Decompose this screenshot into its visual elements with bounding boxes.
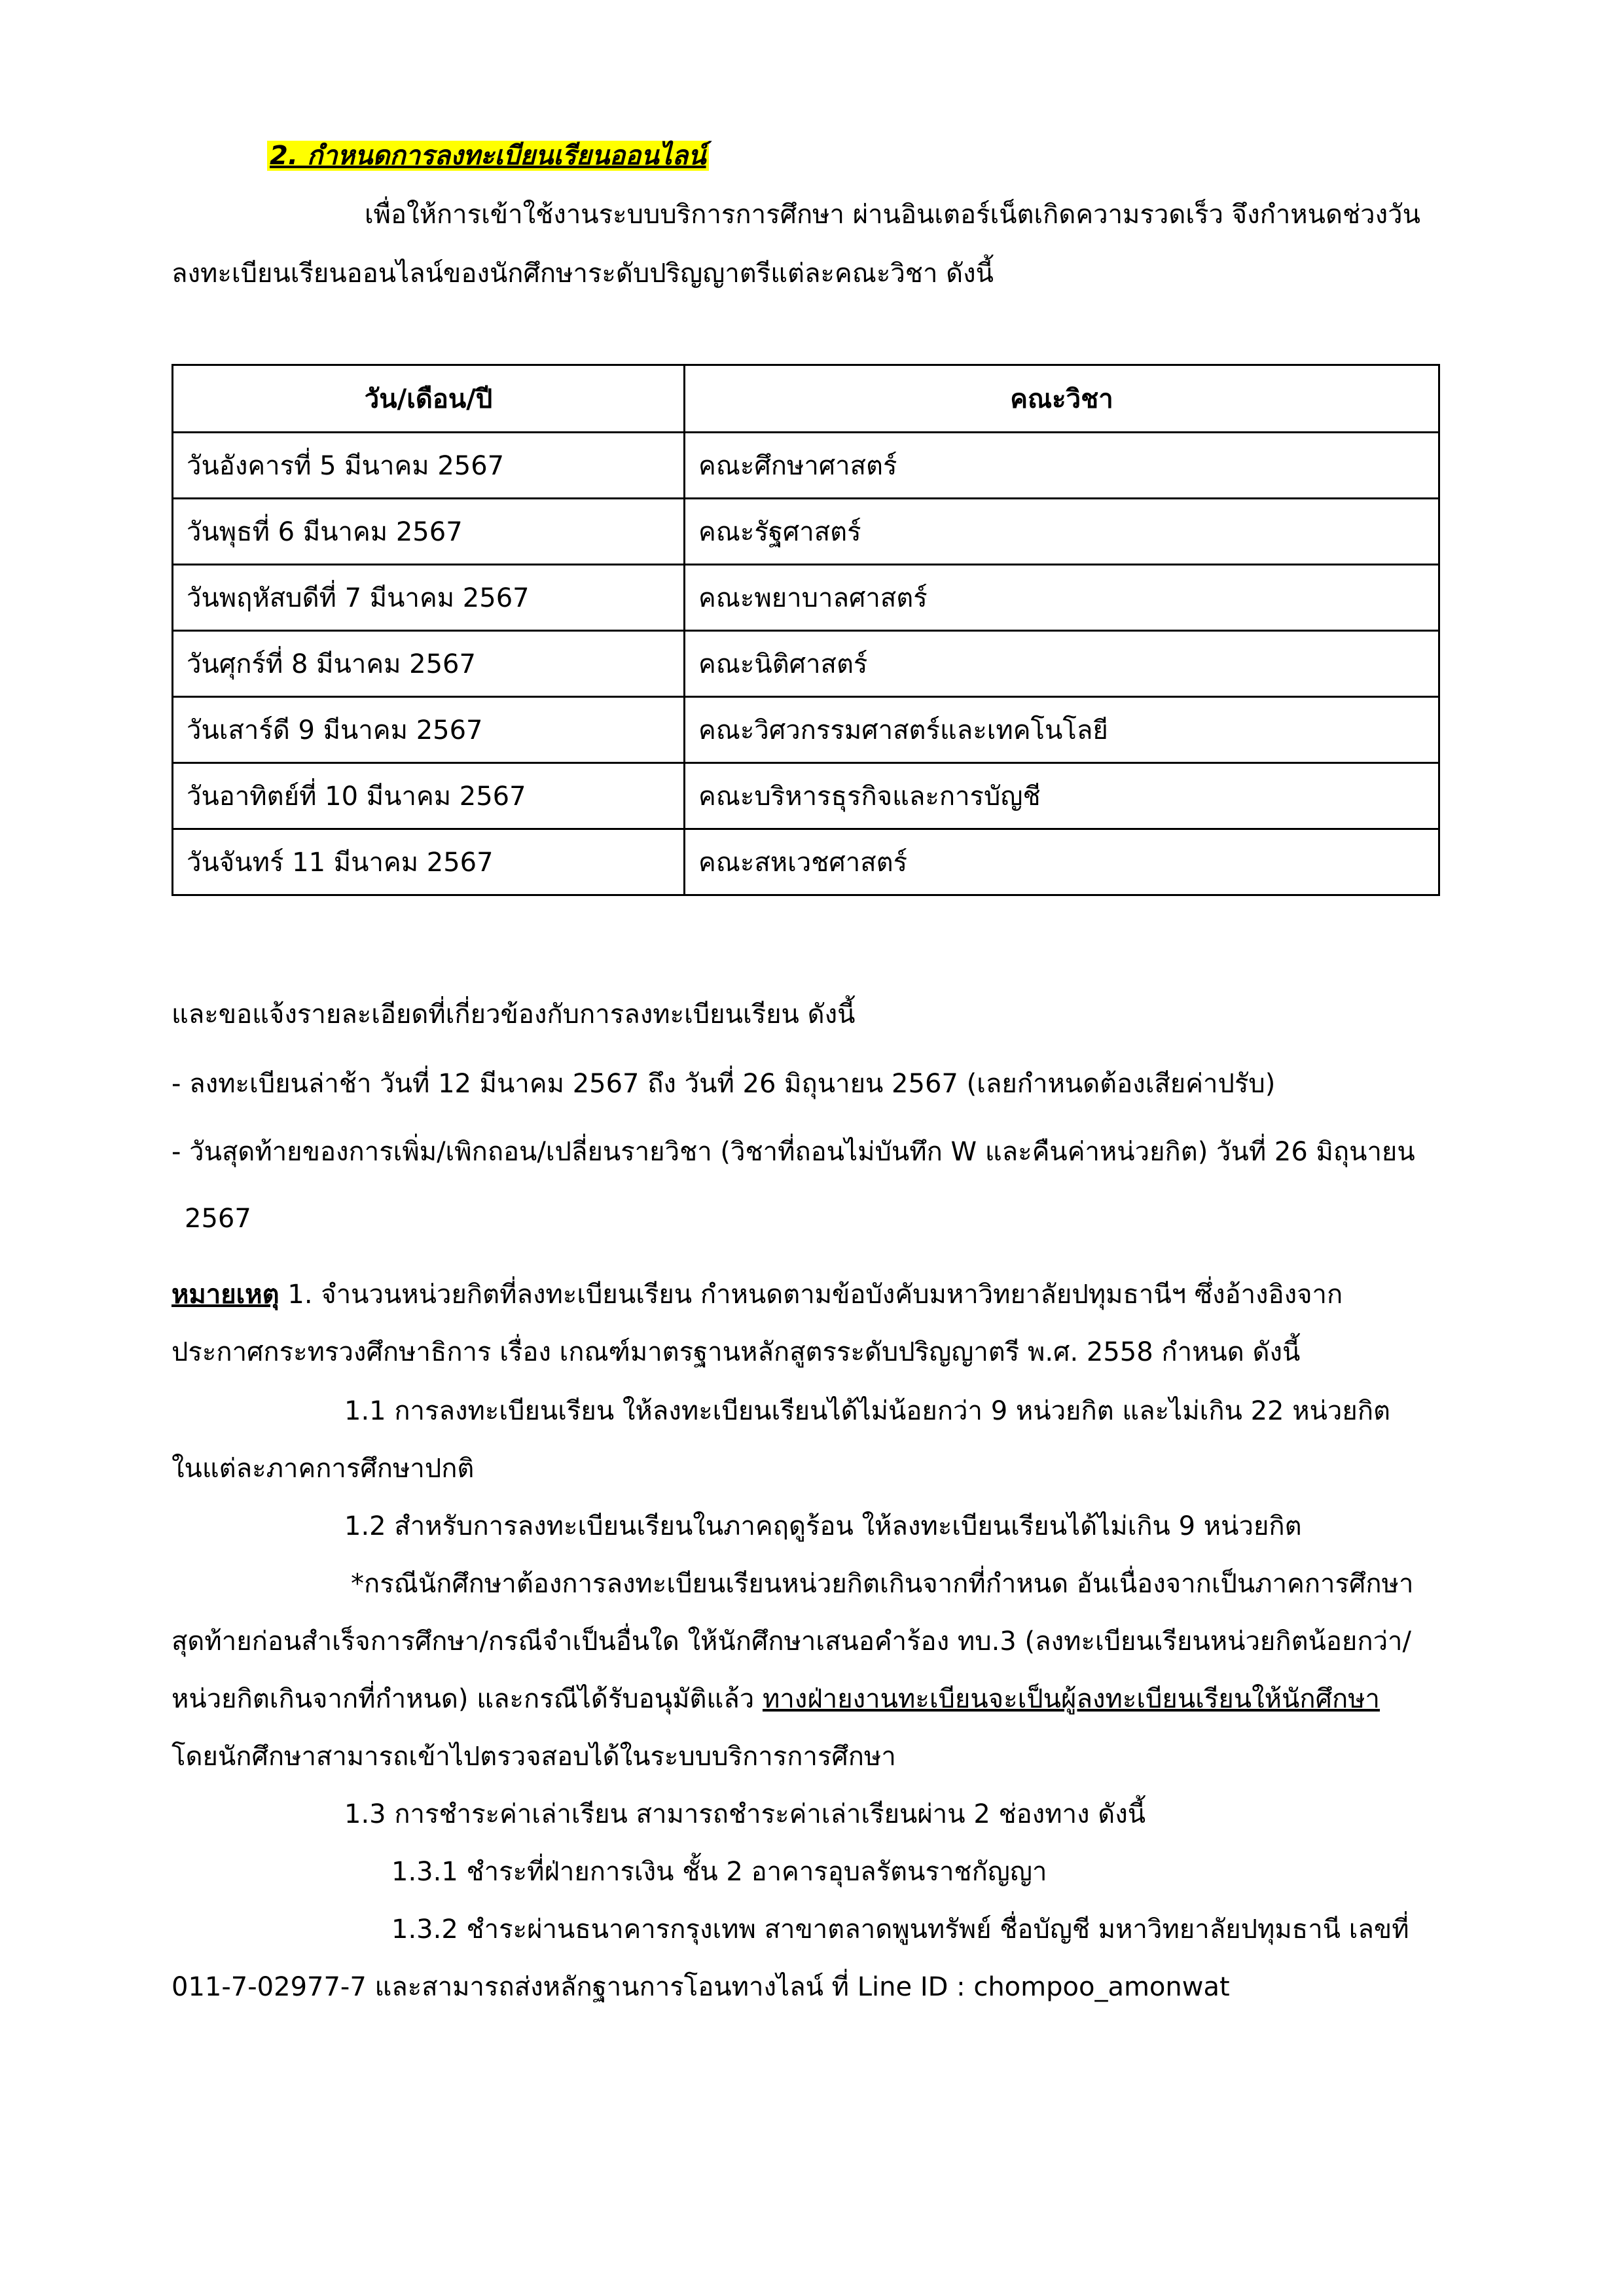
note-1-3-2-line-1: 1.3.2 ชำระผ่านธนาคารกรุงเทพ สาขาตลาดพูนทรัพย์ ชื่อบัญชี มหาวิทยาลัยปทุมธานี เลขที่ — [391, 1914, 1409, 1945]
special-case-line-4: โดยนักศึกษาสามารถเข้าไปตรวจสอบได้ในระบบบริการการศึกษา — [171, 1742, 896, 1772]
date-cell: วันเสาร์ดี 9 มีนาคม 2567 — [173, 697, 685, 763]
column-header-date: วัน/เดือน/ปี — [173, 365, 685, 433]
add-drop-item-line-2: 2567 — [185, 1204, 251, 1234]
section-title-text: 2. กำหนดการลงทะเบียนเรียนออนไลน์ — [267, 141, 709, 171]
details-intro: และขอแจ้งรายละเอียดที่เกี่ยวข้องกับการลงทะเบียนเรียน ดังนี้ — [171, 999, 856, 1030]
date-cell: วันอาทิตย์ที่ 10 มีนาคม 2567 — [173, 763, 685, 829]
table-row — [173, 829, 1439, 895]
date-cell: วันอังคารที่ 5 มีนาคม 2567 — [173, 433, 685, 499]
faculty-cell: คณะพยาบาลศาสตร์ — [685, 565, 1439, 631]
note-1-1-line-1: 1.1 การลงทะเบียนเรียน ให้ลงทะเบียนเรียนได้ไม่น้อยกว่า 9 หน่วยกิต และไม่เกิน 22 หน่วยกิต — [344, 1396, 1391, 1426]
faculty-cell: คณะบริหารธุรกิจและการบัญชี — [685, 763, 1439, 829]
remark-line-1 — [171, 1282, 1343, 1308]
date-cell: วันศุกร์ที่ 8 มีนาคม 2567 — [173, 631, 685, 697]
remark-note-1-text: 1. จำนวนหน่วยกิตที่ลงทะเบียนเรียน กำหนดตามข้อบังคับมหาวิทยาลัยปทุมธานีฯ ซึ่งอ้างอิงจาก — [279, 1280, 1343, 1310]
intro-line-1: เพื่อให้การเข้าใช้งานระบบบริการการศึกษา ผ่านอินเตอร์เน็ตเกิดความรวดเร็ว จึงกำหนดช่วงวัน — [365, 200, 1420, 230]
table-row — [173, 763, 1439, 829]
note-1-3: 1.3 การชำระค่าเล่าเรียน สามารถชำระค่าเล่าเรียนผ่าน 2 ช่องทาง ดังนี้ — [344, 1799, 1146, 1829]
table-header-row — [173, 365, 1439, 433]
remark-label: หมายเหตุ — [171, 1280, 280, 1310]
column-header-faculty: คณะวิชา — [685, 365, 1439, 433]
add-drop-item-line-1: - วันสุดท้ายของการเพิ่ม/เพิกถอน/เปลี่ยนรายวิชา (วิชาที่ถอนไม่บันทึก W และคืนค่าหน่วยกิต) วันที่ 26 มิถุนายน — [171, 1137, 1415, 1167]
table-row — [173, 697, 1439, 763]
note-1-3-1: 1.3.1 ชำระที่ฝ่ายการเงิน ชั้น 2 อาคารอุบลรัตนราชกัญญา — [391, 1857, 1047, 1887]
late-registration-item: - ลงทะเบียนล่าช้า วันที่ 12 มีนาคม 2567 ถึง วันที่ 26 มิถุนายน 2567 (เลยกำหนดต้องเสียค่าปรับ) — [171, 1069, 1276, 1099]
registrar-handles-note: ทางฝ่ายงานทะเบียนจะเป็นผู้ลงทะเบียนเรียนให้นักศึกษา — [762, 1684, 1380, 1714]
section-title — [267, 143, 709, 169]
faculty-cell: คณะวิศวกรรมศาสตร์และเทคโนโลยี — [685, 697, 1439, 763]
table-row — [173, 433, 1439, 499]
intro-line-2: ลงทะเบียนเรียนออนไลน์ของนักศึกษาระดับปริญญาตรีแต่ละคณะวิชา ดังนี้ — [171, 259, 994, 289]
registration-schedule-table — [171, 364, 1440, 896]
note-1-1-line-2: ในแต่ละภาคการศึกษาปกติ — [171, 1454, 475, 1484]
faculty-cell: คณะนิติศาสตร์ — [685, 631, 1439, 697]
special-case-line-3 — [171, 1686, 1380, 1712]
remark-line-2: ประกาศกระทรวงศึกษาธิการ เรื่อง เกณฑ์มาตรฐานหลักสูตรระดับปริญญาตรี พ.ศ. 2558 กำหนด ดังนี้ — [171, 1337, 1301, 1367]
special-case-line-1: *กรณีนักศึกษาต้องการลงทะเบียนเรียนหน่วยกิตเกินจากที่กำหนด อันเนื่องจากเป็นภาคการศึกษา — [351, 1569, 1414, 1599]
table-row — [173, 565, 1439, 631]
table-row — [173, 631, 1439, 697]
table-row — [173, 499, 1439, 565]
special-case-line-2: สุดท้ายก่อนสำเร็จการศึกษา/กรณีจำเป็นอื่นใด ให้นักศึกษาเสนอคำร้อง ทบ.3 (ลงทะเบียนเรียนหน่วยกิตน้อยกว่า/ — [171, 1626, 1411, 1657]
date-cell: วันจันทร์ 11 มีนาคม 2567 — [173, 829, 685, 895]
faculty-cell: คณะศึกษาศาสตร์ — [685, 433, 1439, 499]
note-1-2: 1.2 สำหรับการลงทะเบียนเรียนในภาคฤดูร้อน ให้ลงทะเบียนเรียนได้ไม่เกิน 9 หน่วยกิต — [344, 1511, 1302, 1541]
date-cell: วันพฤหัสบดีที่ 7 มีนาคม 2567 — [173, 565, 685, 631]
special-case-line-3-text: หน่วยกิตเกินจากที่กำหนด) และกรณีได้รับอนุมัติแล้ว — [171, 1684, 763, 1714]
faculty-cell: คณะรัฐศาสตร์ — [685, 499, 1439, 565]
date-cell: วันพุธที่ 6 มีนาคม 2567 — [173, 499, 685, 565]
note-1-3-2-line-2: 011-7-02977-7 และสามารถส่งหลักฐานการโอนทางไลน์ ที่ Line ID : chompoo_amonwat — [171, 1972, 1230, 2002]
faculty-cell: คณะสหเวชศาสตร์ — [685, 829, 1439, 895]
